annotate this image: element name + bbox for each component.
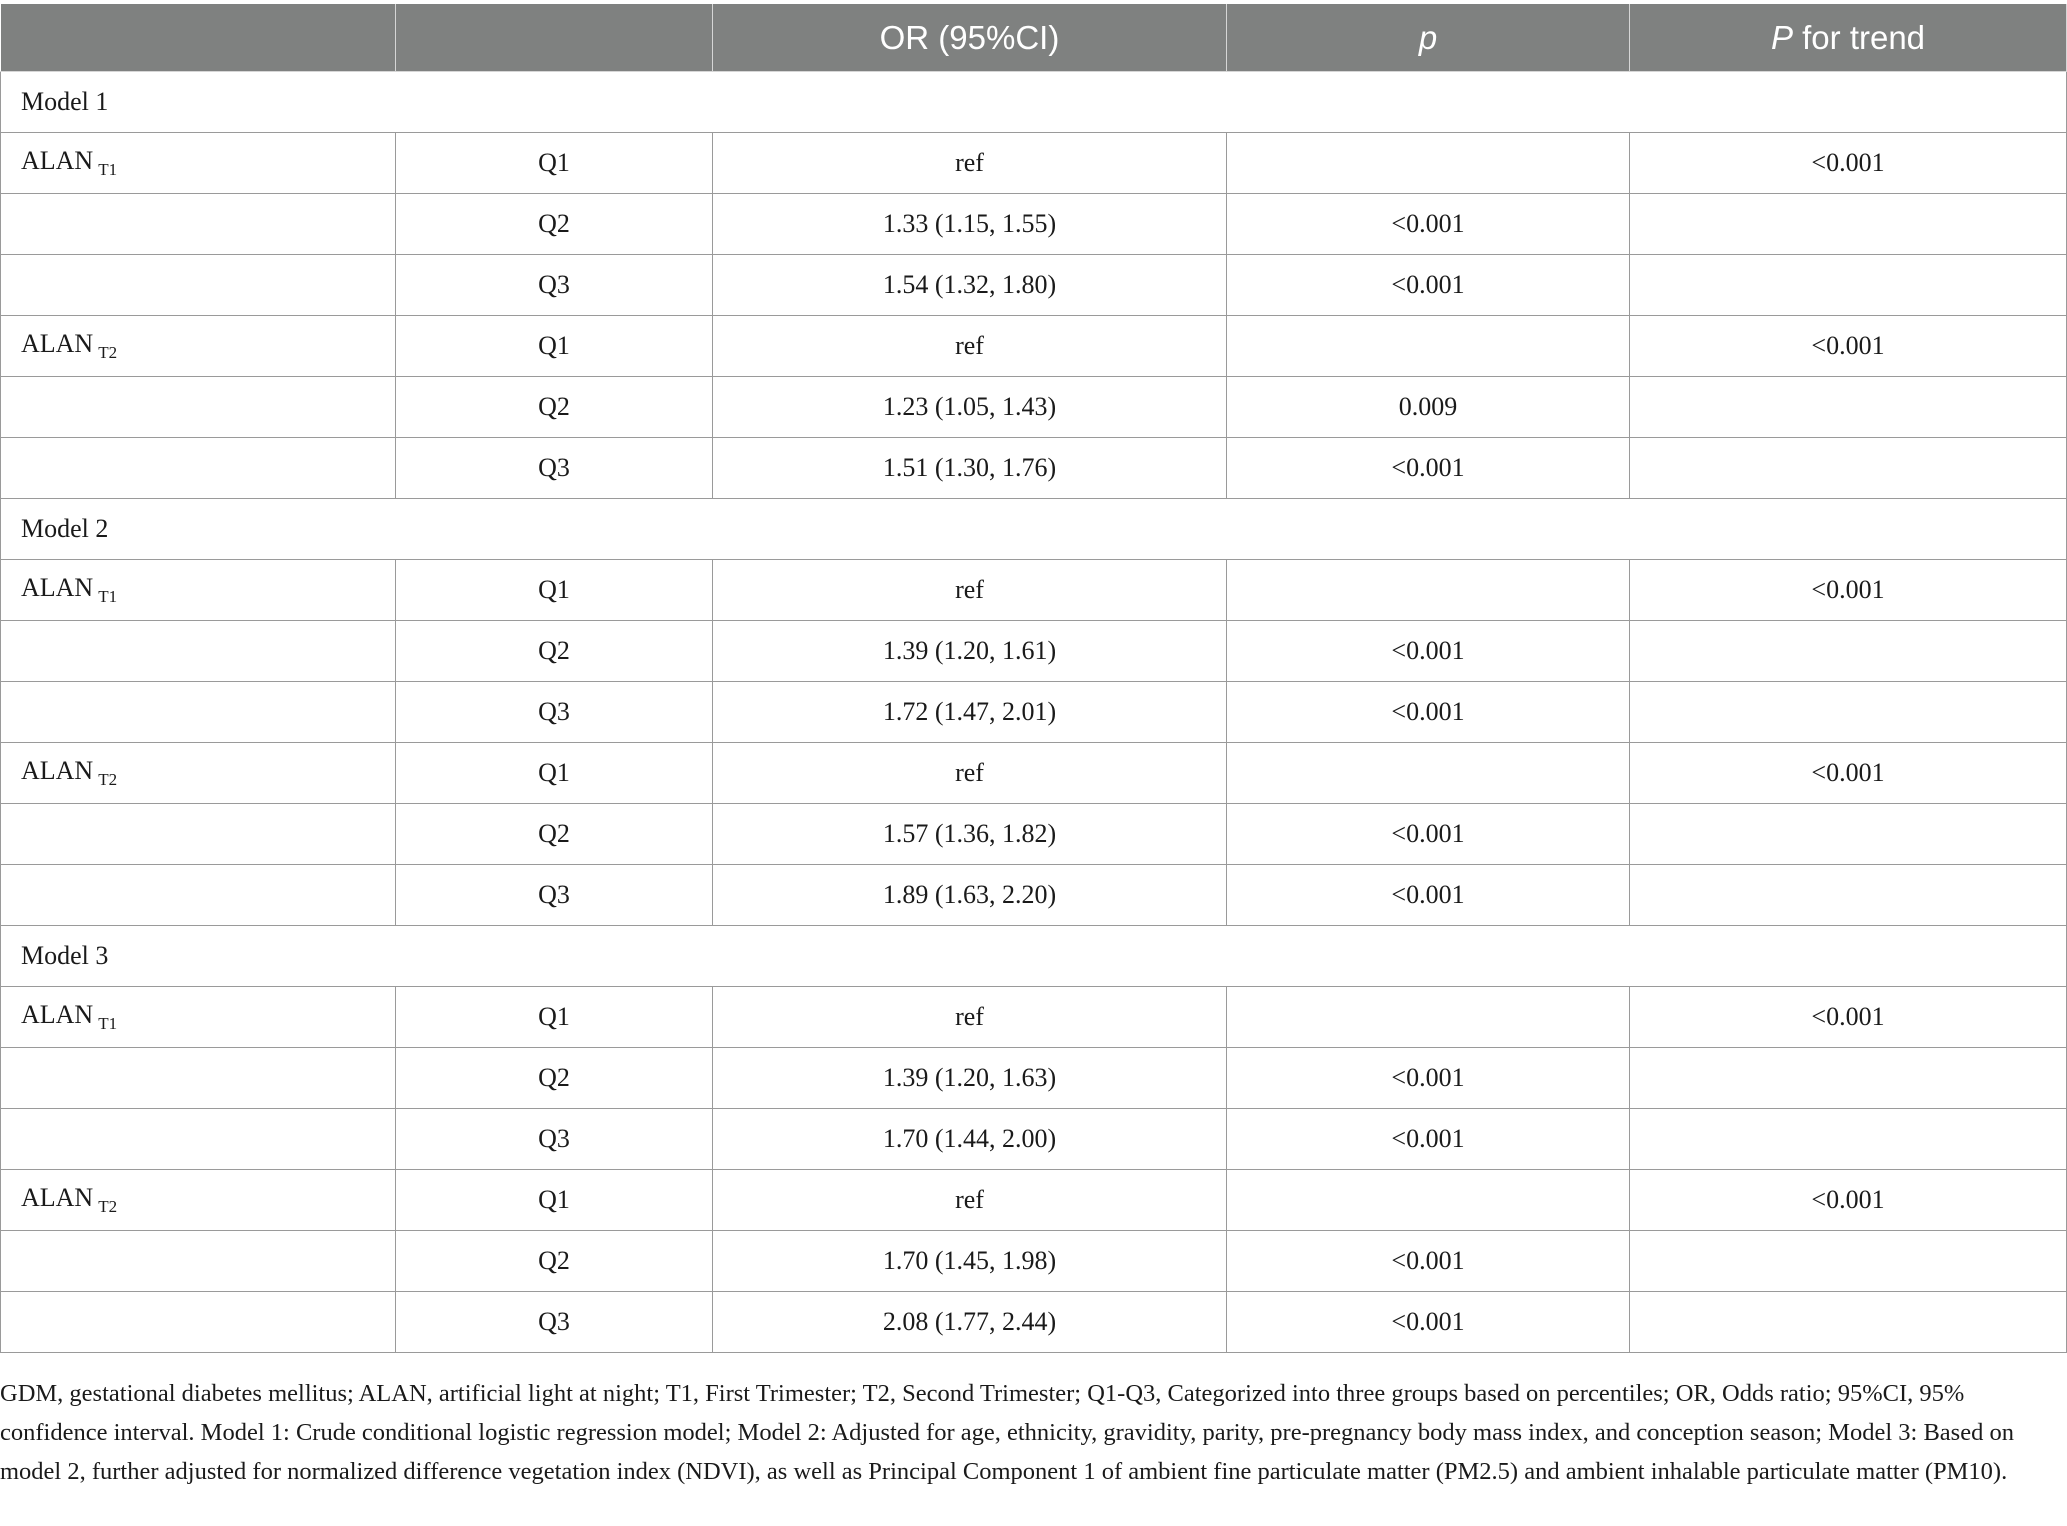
table-row: [1, 438, 2067, 499]
p-trend-cell: <0.001: [1630, 987, 2067, 1048]
quantile-cell: Q2: [396, 377, 713, 438]
exposure-cell: [1, 1109, 396, 1170]
p-trend-cell: [1630, 1292, 2067, 1353]
header-p-trend-italic: P: [1770, 18, 1793, 56]
p-trend-cell: [1630, 194, 2067, 255]
p-value-cell: <0.001: [1227, 1048, 1630, 1109]
quantile-cell: Q2: [396, 621, 713, 682]
or-cell: 1.70 (1.44, 2.00): [713, 1109, 1227, 1170]
model-title: Model 1: [1, 72, 2067, 133]
p-value-cell: <0.001: [1227, 438, 1630, 499]
p-trend-cell: <0.001: [1630, 133, 2067, 194]
p-trend-cell: [1630, 1048, 2067, 1109]
table-footnote: GDM, gestational diabetes mellitus; ALAN, artificial light at night; T1, First Trimester; T2, Second Trimester; Q1-Q3, Categorized into three groups based on percentiles; OR, Odds ratio; 95%CI, 95% confidence interval. Model 1: Crude conditional logistic regression model; Model 2: Adjusted for age, ethnicity, gravidity, parity, pre-pregnancy body mass index, and conception season; Model 3: Based on model 2, further adjusted for normalized difference vegetation index (NDVI), as well as Principal Component 1 of ambient fine particulate matter (PM2.5) and ambient inhalable particulate matter (PM10).: [0, 1380, 2014, 1485]
p-value-cell: <0.001: [1227, 1292, 1630, 1353]
quantile-cell: Q3: [396, 438, 713, 499]
p-value-cell: [1227, 1170, 1630, 1231]
quantile-cell: Q1: [396, 133, 713, 194]
quantile-cell: Q2: [396, 194, 713, 255]
p-trend-cell: [1630, 682, 2067, 743]
quantile-cell: Q3: [396, 682, 713, 743]
or-cell: 1.57 (1.36, 1.82): [713, 804, 1227, 865]
table-container: [0, 4, 2066, 1353]
table-row: [1, 1231, 2067, 1292]
table-row: [1, 865, 2067, 926]
exposure-cell: [1, 621, 396, 682]
p-value-cell: [1227, 560, 1630, 621]
header-quantile: [396, 4, 713, 72]
or-cell: 1.23 (1.05, 1.43): [713, 377, 1227, 438]
table-row: [1, 316, 2067, 377]
exposure-cell: [1, 377, 396, 438]
exposure-cell: [1, 743, 396, 804]
or-cell: 1.39 (1.20, 1.61): [713, 621, 1227, 682]
p-trend-cell: [1630, 438, 2067, 499]
table-row: [1, 621, 2067, 682]
table-body: [1, 72, 2067, 1353]
header-variable: [1, 4, 396, 72]
table-row: [1, 1109, 2067, 1170]
or-cell: ref: [713, 133, 1227, 194]
exposure-cell: [1, 865, 396, 926]
table-row: [1, 1048, 2067, 1109]
trimester-subscript: T1: [98, 1014, 118, 1033]
exposure-label: ALAN: [21, 756, 94, 785]
exposure-cell: [1, 682, 396, 743]
header-p-trend-rest: for trend: [1792, 18, 1926, 56]
p-trend-cell: [1630, 255, 2067, 316]
or-cell: 1.54 (1.32, 1.80): [713, 255, 1227, 316]
p-trend-cell: <0.001: [1630, 743, 2067, 804]
exposure-cell: [1, 1170, 396, 1231]
p-value-cell: <0.001: [1227, 194, 1630, 255]
or-cell: ref: [713, 1170, 1227, 1231]
or-cell: ref: [713, 316, 1227, 377]
table-row: [1, 560, 2067, 621]
p-value-cell: [1227, 743, 1630, 804]
table-header: [1, 4, 2067, 72]
trimester-subscript: T2: [98, 1197, 118, 1216]
exposure-cell: [1, 255, 396, 316]
or-cell: 1.39 (1.20, 1.63): [713, 1048, 1227, 1109]
quantile-cell: Q2: [396, 804, 713, 865]
table-row: [1, 255, 2067, 316]
p-value-cell: 0.009: [1227, 377, 1630, 438]
or-cell: 2.08 (1.77, 2.44): [713, 1292, 1227, 1353]
or-cell: 1.89 (1.63, 2.20): [713, 865, 1227, 926]
header-p: [1227, 4, 1630, 72]
or-cell: 1.51 (1.30, 1.76): [713, 438, 1227, 499]
p-trend-cell: [1630, 621, 2067, 682]
p-trend-cell: <0.001: [1630, 316, 2067, 377]
p-value-cell: <0.001: [1227, 255, 1630, 316]
table-row: [1, 804, 2067, 865]
table-row: [1, 194, 2067, 255]
exposure-cell: [1, 1048, 396, 1109]
table-row: [1, 377, 2067, 438]
trimester-subscript: T1: [98, 160, 118, 179]
model-header-row: [1, 499, 2067, 560]
exposure-label: ALAN: [21, 146, 94, 175]
table-row: [1, 133, 2067, 194]
table-row: [1, 1170, 2067, 1231]
header-p-label: p: [1418, 18, 1438, 56]
or-cell: ref: [713, 743, 1227, 804]
quantile-cell: Q3: [396, 255, 713, 316]
exposure-cell: [1, 560, 396, 621]
odds-ratio-table: [0, 4, 2067, 1353]
or-cell: 1.33 (1.15, 1.55): [713, 194, 1227, 255]
quantile-cell: Q3: [396, 865, 713, 926]
p-trend-cell: [1630, 865, 2067, 926]
p-value-cell: <0.001: [1227, 1109, 1630, 1170]
quantile-cell: Q1: [396, 1170, 713, 1231]
model-header-row: [1, 72, 2067, 133]
trimester-subscript: T1: [98, 587, 118, 606]
exposure-cell: [1, 316, 396, 377]
quantile-cell: Q1: [396, 743, 713, 804]
or-cell: ref: [713, 987, 1227, 1048]
p-trend-cell: <0.001: [1630, 560, 2067, 621]
p-value-cell: <0.001: [1227, 865, 1630, 926]
p-trend-cell: [1630, 1231, 2067, 1292]
quantile-cell: Q3: [396, 1109, 713, 1170]
exposure-label: ALAN: [21, 1000, 94, 1029]
p-trend-cell: [1630, 377, 2067, 438]
exposure-cell: [1, 438, 396, 499]
exposure-label: ALAN: [21, 573, 94, 602]
header-or: OR (95%CI): [713, 4, 1227, 72]
table-row: [1, 682, 2067, 743]
exposure-cell: [1, 1231, 396, 1292]
p-value-cell: <0.001: [1227, 1231, 1630, 1292]
exposure-cell: [1, 987, 396, 1048]
header-row: [1, 4, 2067, 72]
table-row: [1, 1292, 2067, 1353]
p-value-cell: <0.001: [1227, 804, 1630, 865]
quantile-cell: Q2: [396, 1048, 713, 1109]
table-row: [1, 743, 2067, 804]
p-value-cell: [1227, 316, 1630, 377]
p-value-cell: [1227, 987, 1630, 1048]
p-trend-cell: <0.001: [1630, 1170, 2067, 1231]
p-value-cell: <0.001: [1227, 682, 1630, 743]
p-value-cell: [1227, 133, 1630, 194]
p-trend-cell: [1630, 804, 2067, 865]
exposure-cell: [1, 194, 396, 255]
quantile-cell: Q2: [396, 1231, 713, 1292]
exposure-label: ALAN: [21, 1183, 94, 1212]
trimester-subscript: T2: [98, 343, 118, 362]
model-header-row: [1, 926, 2067, 987]
quantile-cell: Q1: [396, 316, 713, 377]
model-title: Model 2: [1, 499, 2067, 560]
header-p-trend: [1630, 4, 2067, 72]
model-title: Model 3: [1, 926, 2067, 987]
p-trend-cell: [1630, 1109, 2067, 1170]
or-cell: 1.72 (1.47, 2.01): [713, 682, 1227, 743]
or-cell: ref: [713, 560, 1227, 621]
exposure-cell: [1, 133, 396, 194]
or-cell: 1.70 (1.45, 1.98): [713, 1231, 1227, 1292]
quantile-cell: Q3: [396, 1292, 713, 1353]
trimester-subscript: T2: [98, 770, 118, 789]
table-row: [1, 987, 2067, 1048]
quantile-cell: Q1: [396, 987, 713, 1048]
exposure-cell: [1, 804, 396, 865]
exposure-cell: [1, 1292, 396, 1353]
p-value-cell: <0.001: [1227, 621, 1630, 682]
exposure-label: ALAN: [21, 329, 94, 358]
quantile-cell: Q1: [396, 560, 713, 621]
